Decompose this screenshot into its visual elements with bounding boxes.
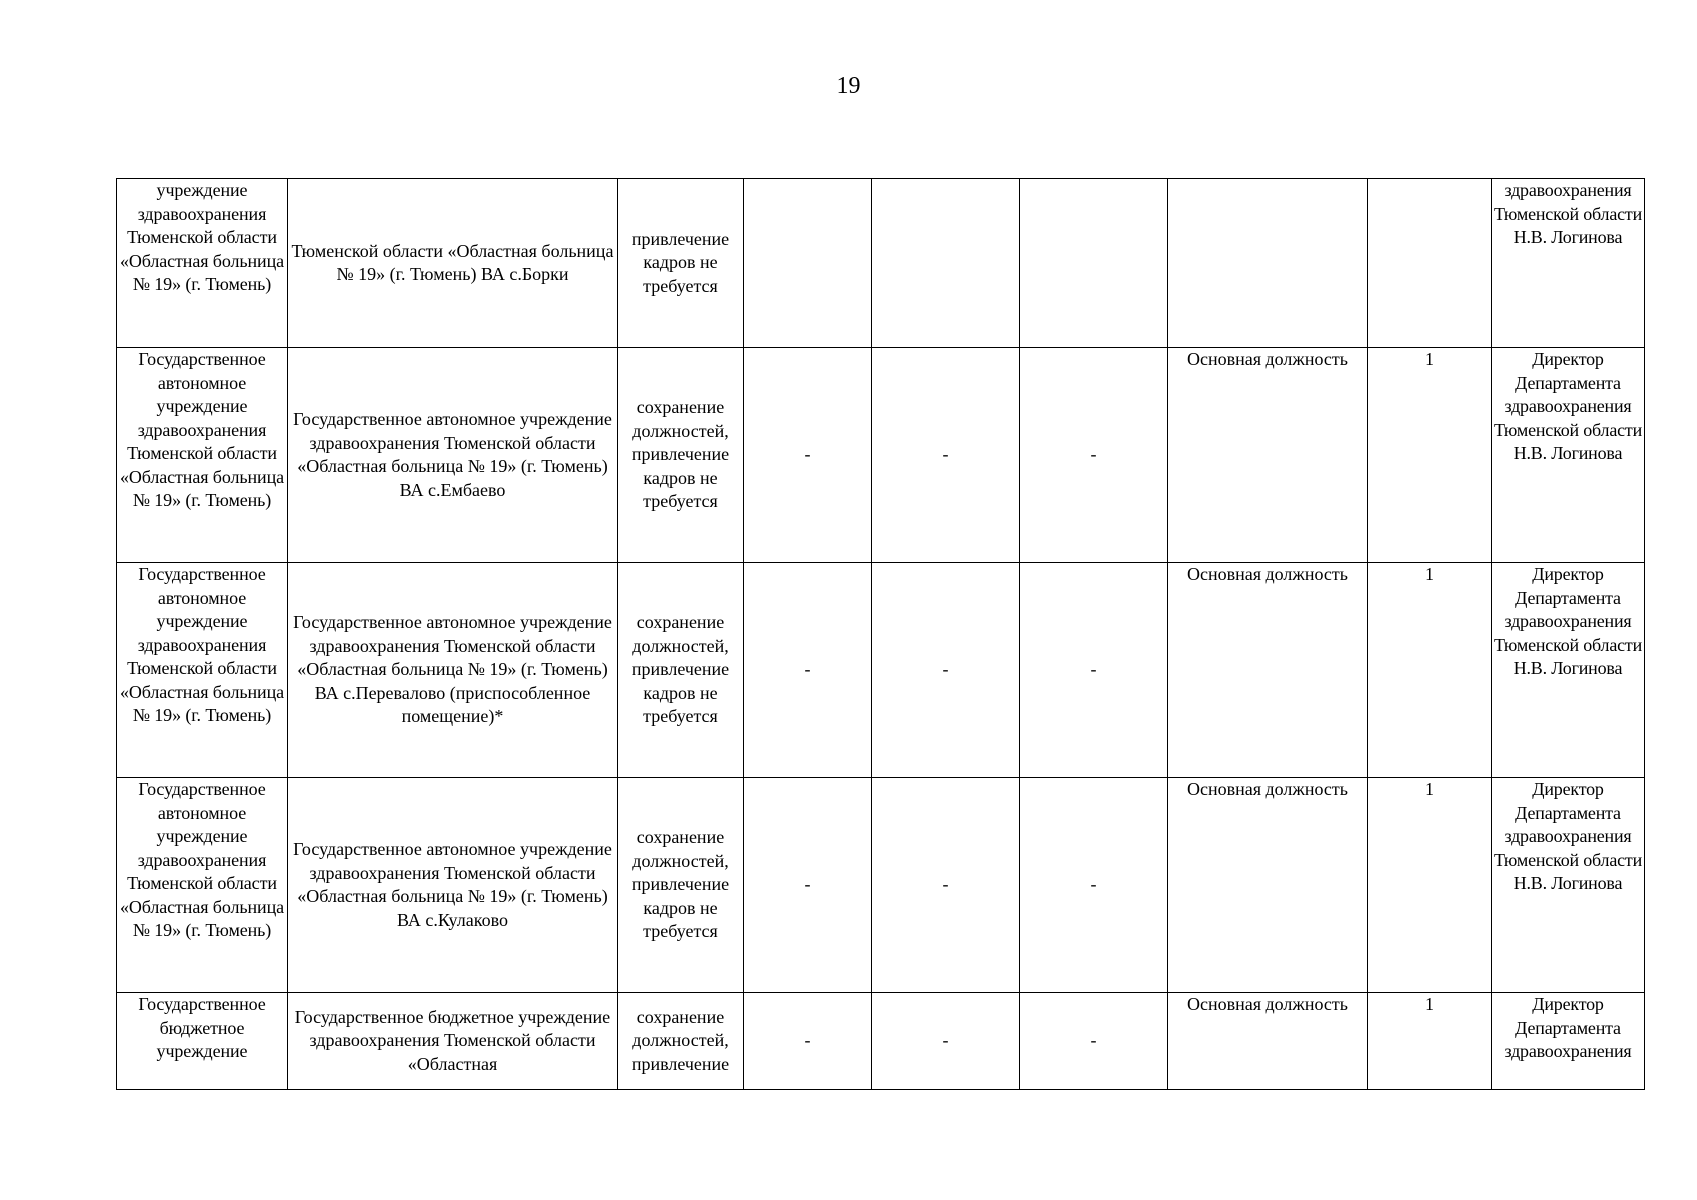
table-cell-responsible: Директор Департамента здравоохранения Тюменской области Н.В. Логинова [1492, 563, 1645, 778]
table-cell-col6: - [1020, 348, 1168, 563]
table-row [117, 179, 1645, 348]
table-cell-col5: - [872, 563, 1020, 778]
table-cell-facility: Государственное автономное учреждение здравоохранения Тюменской области «Областная больница № 19» (г. Тюмень) ВА с.Перевалово (приспособленное помещение)* [288, 563, 618, 778]
table-cell-organization: учреждение здравоохранения Тюменской области «Областная больница № 19» (г. Тюмень) [117, 179, 288, 348]
table-cell-responsible: Директор Департамента здравоохранения [1492, 993, 1645, 1090]
table-cell-col5: - [872, 778, 1020, 993]
table-cell-count: 1 [1368, 993, 1492, 1090]
table-cell-position-type: Основная должность [1168, 778, 1368, 993]
table-cell-col4: - [744, 348, 872, 563]
table-cell-col4: - [744, 993, 872, 1090]
table-cell-facility: Государственное бюджетное учреждение здравоохранения Тюменской области «Областная [288, 993, 618, 1090]
table-cell-organization: Государственное автономное учреждение здравоохранения Тюменской области «Областная больница № 19» (г. Тюмень) [117, 778, 288, 993]
table-cell-col6 [1020, 179, 1168, 348]
table-cell-responsible: Директор Департамента здравоохранения Тюменской области Н.В. Логинова [1492, 348, 1645, 563]
table-cell-organization: Государственное бюджетное учреждение [117, 993, 288, 1090]
table-cell-col5 [872, 179, 1020, 348]
table-row [117, 563, 1645, 778]
table-cell-staffing-measure: сохранение должностей, привлечение кадров не требуется [618, 348, 744, 563]
table-cell-count: 1 [1368, 563, 1492, 778]
table-cell-position-type: Основная должность [1168, 348, 1368, 563]
table-cell-responsible: здравоохранения Тюменской области Н.В. Логинова [1492, 179, 1645, 348]
table-cell-position-type: Основная должность [1168, 993, 1368, 1090]
table-cell-col5: - [872, 348, 1020, 563]
table-cell-col4: - [744, 778, 872, 993]
table-cell-count: 1 [1368, 778, 1492, 993]
table-cell-position-type [1168, 179, 1368, 348]
table-cell-staffing-measure: сохранение должностей, привлечение [618, 993, 744, 1090]
table-cell-count [1368, 179, 1492, 348]
table-cell-facility: Государственное автономное учреждение здравоохранения Тюменской области «Областная больница № 19» (г. Тюмень) ВА с.Ембаево [288, 348, 618, 563]
table-row [117, 348, 1645, 563]
page-number: 19 [836, 73, 861, 99]
table-cell-col6: - [1020, 993, 1168, 1090]
table-row [117, 778, 1645, 993]
table-cell-staffing-measure: сохранение должностей, привлечение кадров не требуется [618, 563, 744, 778]
table-cell-col6: - [1020, 563, 1168, 778]
data-table [116, 178, 1645, 1090]
table-cell-staffing-measure: сохранение должностей, привлечение кадров не требуется [618, 778, 744, 993]
table-cell-col4: - [744, 563, 872, 778]
table-cell-organization: Государственное автономное учреждение здравоохранения Тюменской области «Областная больница № 19» (г. Тюмень) [117, 348, 288, 563]
table-cell-count: 1 [1368, 348, 1492, 563]
table-cell-organization: Государственное автономное учреждение здравоохранения Тюменской области «Областная больница № 19» (г. Тюмень) [117, 563, 288, 778]
table-cell-col4 [744, 179, 872, 348]
table-cell-staffing-measure: привлечение кадров не требуется [618, 179, 744, 348]
table-cell-facility: Тюменской области «Областная больница № 19» (г. Тюмень) ВА с.Борки [288, 179, 618, 348]
table-row [117, 993, 1645, 1090]
table-cell-col5: - [872, 993, 1020, 1090]
table-cell-facility: Государственное автономное учреждение здравоохранения Тюменской области «Областная больница № 19» (г. Тюмень) ВА с.Кулаково [288, 778, 618, 993]
table-cell-col6: - [1020, 778, 1168, 993]
table-cell-responsible: Директор Департамента здравоохранения Тюменской области Н.В. Логинова [1492, 778, 1645, 993]
table-cell-position-type: Основная должность [1168, 563, 1368, 778]
